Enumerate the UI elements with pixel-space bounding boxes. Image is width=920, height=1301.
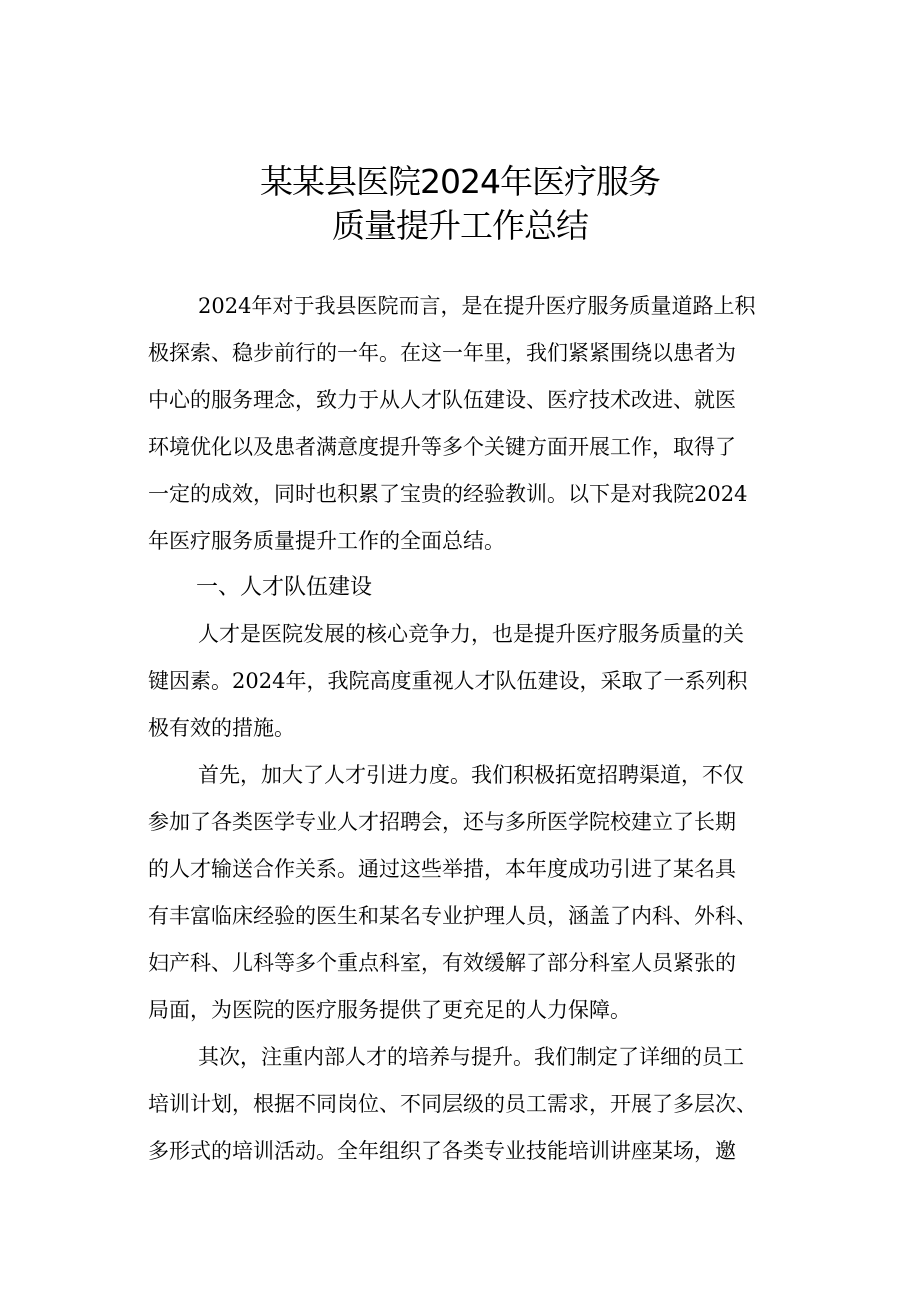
paragraph-line: 中心的服务理念，致力于从人才队伍建设、医疗技术改进、就医: [148, 388, 736, 412]
paragraph-line: 2024年对于我县医院而言，是在提升医疗服务质量道路上积: [198, 294, 756, 318]
paragraph-line: 一定的成效，同时也积累了宝贵的经验教训。以下是对我院2024: [148, 482, 748, 506]
paragraph-line: 年医疗服务质量提升工作的全面总结。: [148, 529, 505, 553]
paragraph-line: 极探索、稳步前行的一年。在这一年里，我们紧紧围绕以患者为: [148, 341, 736, 365]
paragraph-line: 参加了各类医学专业人才招聘会，还与多所医学院校建立了长期: [148, 810, 736, 834]
document-title-line-1: 某某县医院2024年医疗服务: [260, 162, 660, 201]
paragraph-line: 局面，为医院的医疗服务提供了更充足的人力保障。: [148, 998, 631, 1022]
paragraph-line: 极有效的措施。: [148, 716, 295, 740]
paragraph-line: 多形式的培训活动。全年组织了各类专业技能培训讲座某场，邀: [148, 1139, 736, 1163]
document-title-line-2: 质量提升工作总结: [332, 206, 588, 245]
section-heading: 一、人才队伍建设: [196, 575, 373, 600]
paragraph-line: 环境优化以及患者满意度提升等多个关键方面开展工作，取得了: [148, 435, 736, 459]
paragraph-line: 妇产科、儿科等多个重点科室，有效缓解了部分科室人员紧张的: [148, 951, 736, 975]
paragraph-line: 培训计划，根据不同岗位、不同层级的员工需求，开展了多层次、: [148, 1092, 757, 1116]
paragraph-line: 键因素。2024年，我院高度重视人才队伍建设，采取了一系列积: [148, 669, 748, 693]
paragraph-line: 人才是医院发展的核心竞争力，也是提升医疗服务质量的关: [198, 622, 744, 646]
paragraph-line: 首先，加大了人才引进力度。我们积极拓宽招聘渠道，不仅: [198, 763, 744, 787]
paragraph-line: 的人才输送合作关系。通过这些举措，本年度成功引进了某名具: [148, 857, 736, 881]
paragraph-line: 其次，注重内部人才的培养与提升。我们制定了详细的员工: [198, 1045, 744, 1069]
paragraph-line: 有丰富临床经验的医生和某名专业护理人员，涵盖了内科、外科、: [148, 904, 757, 928]
